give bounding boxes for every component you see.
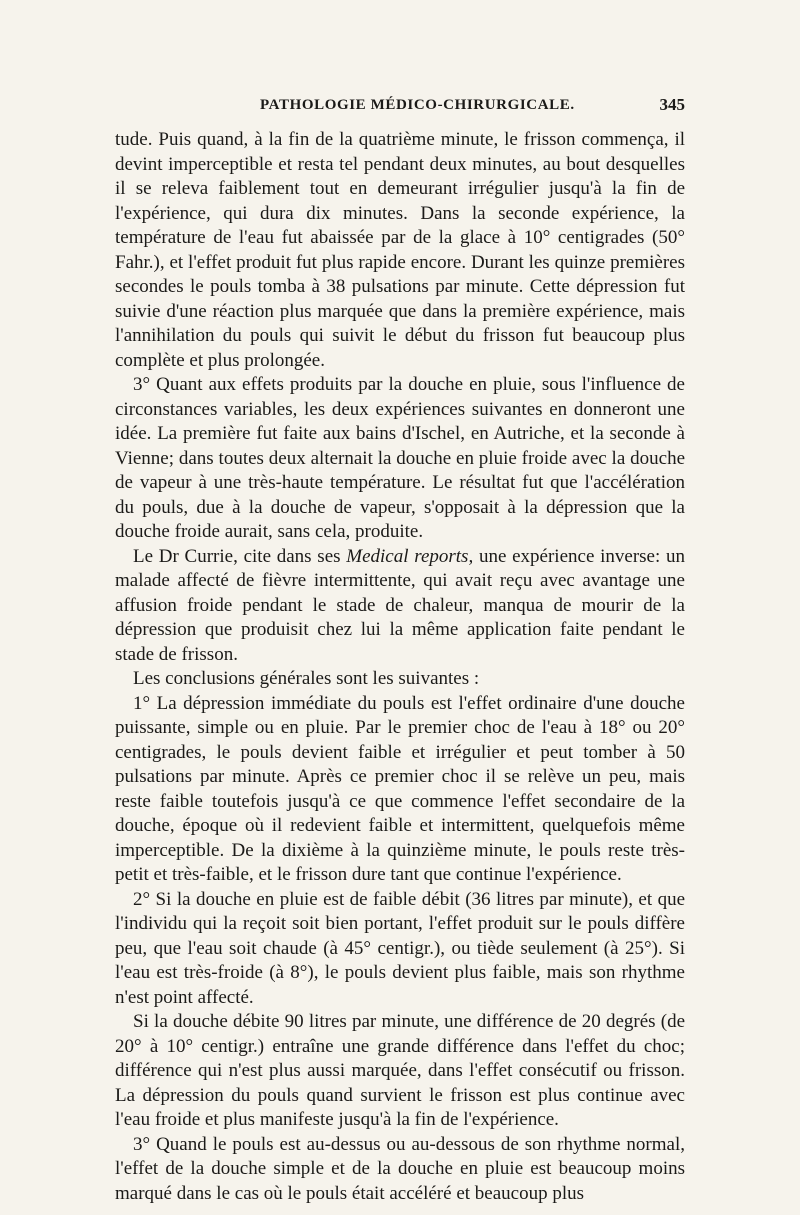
paragraph-text: Le Dr Currie, cite dans ses xyxy=(133,545,347,567)
paragraph: 2° Si la douche en pluie est de faible débit (36 litres par minute), et que l'individu qui la reçoit soit bien portant, l'effet produit sur le pouls diffère peu, que l'eau soit chaude (à 45° centigr.), ou tiède seulement (à 25°). Si l'eau est très-froide (à 8°), le pouls devient plus faible, mais son rhythme n'est point affecté. xyxy=(115,888,685,1008)
paragraph-text: une expérience inverse: un malade affecté de fièvre intermittente, qui avait reçu avec avantage une affusion froide pendant le stade de chaleur, manqua de mourir de la dépression que produisit chez lui la même application faite pendant le stade de frisson. xyxy=(115,545,685,665)
paragraph xyxy=(115,545,685,668)
paragraph: tude. Puis quand, à la fin de la quatrième minute, le frisson commença, il devint imperceptible et resta tel pendant deux minutes, au bout desquelles il se releva faiblement tout en demeurant irrégulier jusqu'à la fin de l'expérience, qui dura dix minutes. Dans la seconde expérience, la température de l'eau fut abaissée par de la glace à 10° centigrades (50° Fahr.), et l'effet produit fut plus rapide encore. Durant les quinze premières secondes le pouls tomba à 38 pulsations par minute. Cette dépression fut suivie d'une réaction plus marquée que dans la première expérience, mais l'annihilation du pouls qui suivit le début du frisson fut beaucoup plus complète et plus prolongée. xyxy=(115,129,685,371)
book-title: Medical reports, xyxy=(346,545,474,567)
page-header xyxy=(115,95,685,123)
page-number: 345 xyxy=(659,95,685,114)
body-text xyxy=(115,128,685,1206)
paragraph: 3° Quand le pouls est au-dessus ou au-dessous de son rhythme normal, l'effet de la douche simple et de la douche en pluie est beaucoup moins marqué dans le cas où le pouls était accéléré et beaucoup plus xyxy=(115,1133,685,1204)
paragraph: Les conclusions générales sont les suivantes : xyxy=(133,668,480,689)
paragraph: 1° La dépression immédiate du pouls est l'effet ordinaire d'une douche puissante, simple ou en pluie. Par le premier choc de l'eau à 18° ou 20° centigrades, le pouls devient faible et irrégulier et peut tomber à 50 pulsations par minute. Après ce premier choc il se relève un peu, mais reste faible toutefois jusqu'à ce que commence l'effet secondaire de la douche, époque où il redevient faible et intermittent, quelquefois même imperceptible. De la dixième à la quinzième minute, le pouls reste très-petit et très-faible, et le frisson dure tant que continue l'expérience. xyxy=(115,692,685,885)
paragraph: Si la douche débite 90 litres par minute, une différence de 20 degrés (de 20° à 10° centigr.) entraîne une grande différence dans l'effet du choc; différence qui n'est plus aussi marquée, dans l'effet consécutif ou frisson. La dépression du pouls quand survient le frisson est plus continue avec l'eau froide et plus manifeste jusqu'à la fin de l'expérience. xyxy=(115,1011,685,1130)
paragraph: 3° Quant aux effets produits par la douche en pluie, sous l'influence de circonstances variables, les deux expériences suivantes en donneront une idée. La première fut faite aux bains d'Ischel, en Autriche, et la seconde à Vienne; dans toutes deux alternait la douche en pluie froide avec la douche de vapeur à une très-haute température. Le résultat fut que l'accélération du pouls, due à la douche de vapeur, s'opposait à la dépression que la douche froide aurait, sans cela, produite. xyxy=(115,374,685,542)
running-head: PATHOLOGIE MÉDICO-CHIRURGICALE. xyxy=(260,97,575,113)
